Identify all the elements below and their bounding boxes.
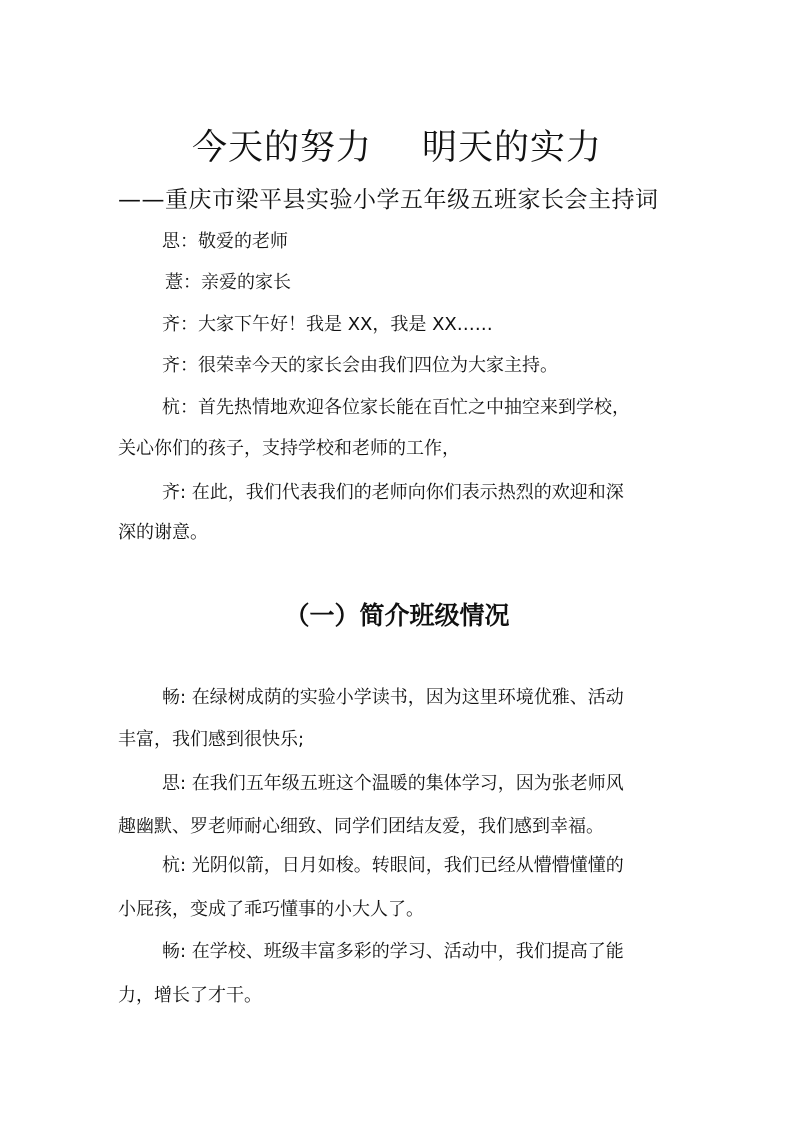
title-part-2: 明天的实力 — [422, 128, 603, 168]
intro-line-2: 薏：亲爱的家长 — [165, 272, 291, 293]
section-line-6: 小屁孩，变成了乖巧懂事的小大人了。 — [118, 899, 424, 920]
section-line-7: 畅: 在学校、班级丰富多彩的学习、活动中，我们提高了能 — [162, 941, 624, 962]
intro-line-7: 齐: 在此，我们代表我们的老师向你们表示热烈的欢迎和深 — [162, 482, 624, 503]
section-line-2: 丰富，我们感到很快乐; — [118, 729, 305, 750]
intro-line-6: 关心你们的孩子，支持学校和老师的工作， — [118, 438, 460, 459]
intro-line-5: 杭：首先热情地欢迎各位家长能在百忙之中抽空来到学校， — [162, 397, 630, 418]
section-line-1: 畅: 在绿树成荫的实验小学读书，因为这里环境优雅、活动 — [162, 687, 624, 708]
title-part-1: 今天的努力 — [191, 128, 372, 168]
intro-line-4: 齐：很荣幸今天的家长会由我们四位为大家主持。 — [162, 355, 558, 376]
section-line-3: 思: 在我们五年级五班这个温暖的集体学习，因为张老师风 — [162, 773, 624, 794]
section-line-8: 力，增长了才干。 — [118, 985, 262, 1006]
intro-line-8: 深的谢意。 — [118, 522, 208, 543]
document-subtitle: ——重庆市梁平县实验小学五年级五班家长会主持词 — [118, 187, 659, 213]
document-title — [0, 126, 794, 170]
section-heading: （一）简介班级情况 — [284, 601, 510, 630]
section-line-5: 杭: 光阴似箭，日月如梭。转眼间，我们已经从懵懵懂懂的 — [162, 855, 624, 876]
intro-line-1: 思：敬爱的老师 — [162, 231, 288, 252]
intro-line-3: 齐：大家下午好！我是 XX，我是 XX…… — [162, 314, 493, 335]
section-line-4: 趣幽默、罗老师耐心细致、同学们团结友爱，我们感到幸福。 — [118, 816, 604, 837]
